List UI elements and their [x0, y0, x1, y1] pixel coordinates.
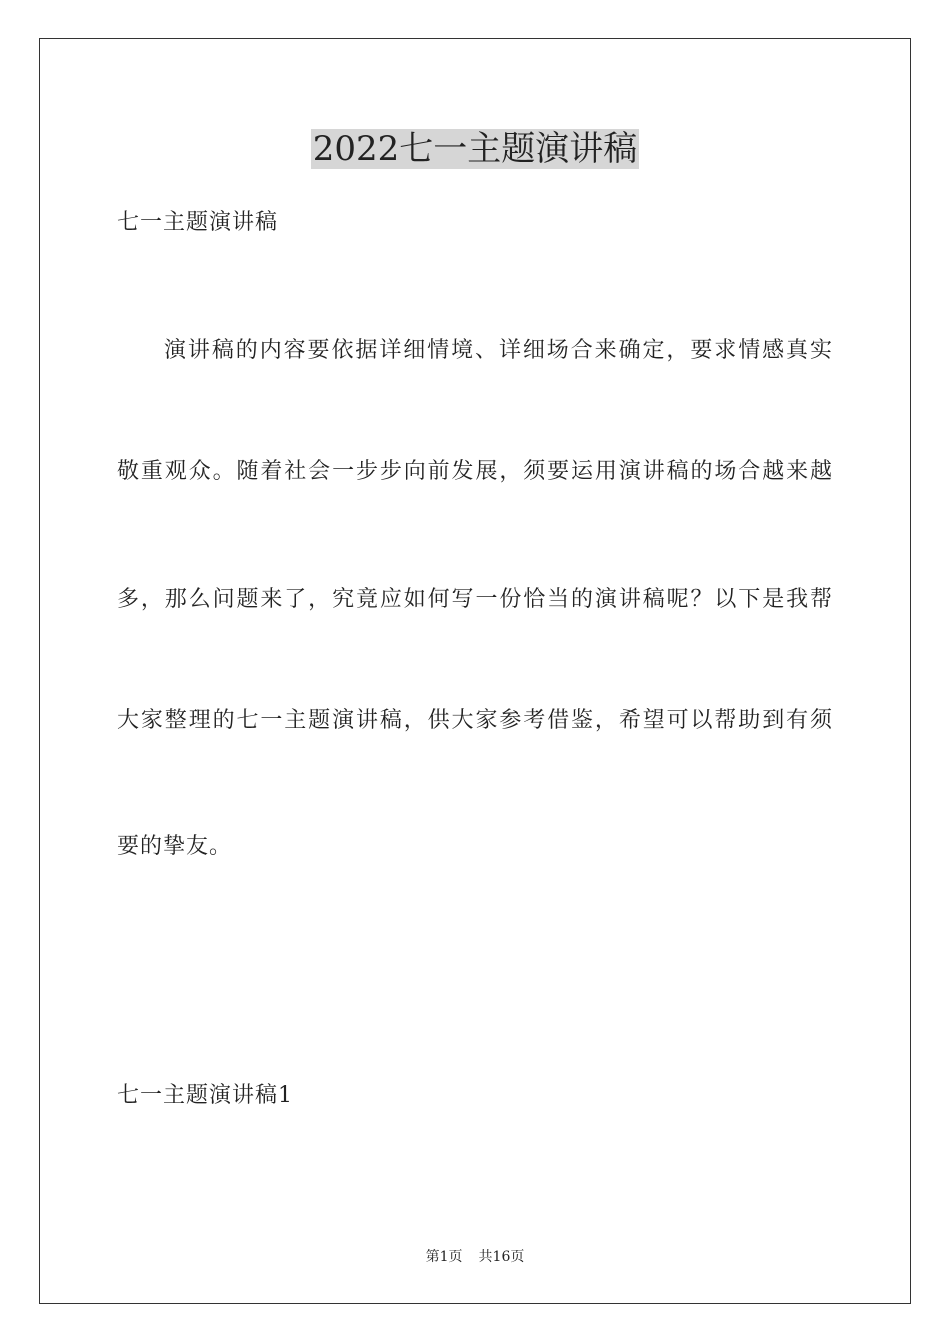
document-title	[0, 126, 950, 172]
page-total: 共16页	[478, 1249, 525, 1265]
page-number: 第1页	[425, 1249, 463, 1265]
paragraph-line: 敬重观众。随着社会一步步向前发展，须要运用演讲稿的场合越来越	[117, 459, 833, 484]
paragraph-line: 演讲稿的内容要依据详细情境、详细场合来确定，要求情感真实	[164, 338, 833, 363]
document-title-text: 2022七一主题演讲稿	[312, 129, 638, 169]
paragraph-line: 多，那么问题来了，究竟应如何写一份恰当的演讲稿呢？以下是我帮	[117, 587, 833, 612]
document-subtitle: 七一主题演讲稿	[117, 210, 279, 235]
page-footer	[0, 1247, 950, 1267]
section-heading: 七一主题演讲稿1	[117, 1083, 293, 1108]
paragraph-line: 要的挚友。	[117, 834, 233, 859]
paragraph-line: 大家整理的七一主题演讲稿，供大家参考借鉴，希望可以帮助到有须	[117, 708, 833, 733]
